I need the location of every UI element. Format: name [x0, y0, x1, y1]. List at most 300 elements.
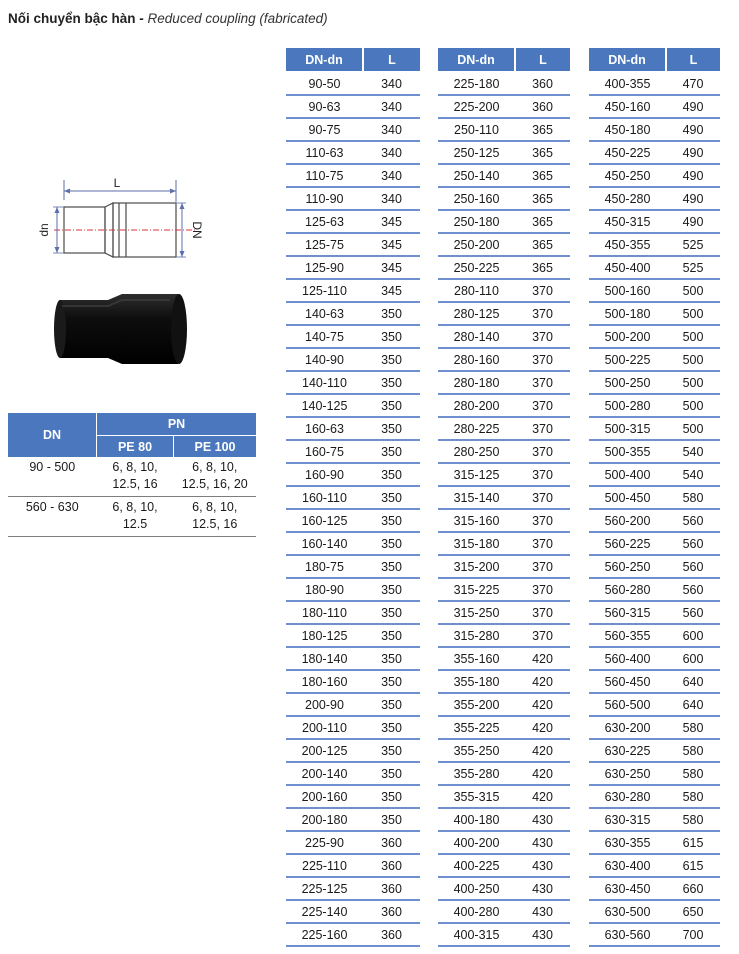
table-row — [589, 808, 720, 831]
cell-length: 370 — [515, 279, 570, 302]
cell-length: 430 — [515, 831, 570, 854]
cell-dn-dn: 500-450 — [589, 486, 666, 509]
cell-length: 370 — [515, 440, 570, 463]
cell-length: 370 — [515, 509, 570, 532]
table-row — [589, 72, 720, 95]
cell-length: 580 — [666, 716, 720, 739]
cell-length: 500 — [666, 279, 720, 302]
table-row — [438, 578, 570, 601]
cell-length: 365 — [515, 256, 570, 279]
cell-length: 490 — [666, 164, 720, 187]
cell-dn-dn: 500-225 — [589, 348, 666, 371]
pn-header-dn: DN — [8, 413, 97, 457]
table-row — [286, 555, 420, 578]
table-row — [438, 210, 570, 233]
table-row — [589, 670, 720, 693]
cell-length: 580 — [666, 739, 720, 762]
cell-dn-dn: 160-63 — [286, 417, 363, 440]
cell-dn-dn: 355-280 — [438, 762, 515, 785]
cell-length: 700 — [666, 923, 720, 946]
table-row — [589, 624, 720, 647]
table-row — [589, 532, 720, 555]
header-dn-dn: DN-dn — [589, 48, 666, 72]
dimension-l — [64, 176, 176, 202]
cell-dn-dn: 280-225 — [438, 417, 515, 440]
table-row — [438, 348, 570, 371]
table-row — [286, 348, 420, 371]
table-row — [438, 371, 570, 394]
table-row — [589, 555, 720, 578]
table-row — [589, 854, 720, 877]
cell-length: 640 — [666, 693, 720, 716]
table-row — [438, 164, 570, 187]
table-row — [286, 187, 420, 210]
cell-dn-dn: 630-400 — [589, 854, 666, 877]
cell-length: 350 — [363, 394, 420, 417]
table-row — [438, 279, 570, 302]
table-row — [589, 95, 720, 118]
cell-dn-dn: 630-500 — [589, 900, 666, 923]
cell-dn-dn: 250-110 — [438, 118, 515, 141]
table-row — [589, 187, 720, 210]
cell-length: 370 — [515, 624, 570, 647]
table-row — [438, 394, 570, 417]
cell-dn-dn: 500-315 — [589, 417, 666, 440]
cell-length: 430 — [515, 900, 570, 923]
cell-length: 500 — [666, 348, 720, 371]
pn-pe80-values: 6, 8, 10, 12.5 — [97, 497, 174, 537]
cell-dn-dn: 225-160 — [286, 923, 363, 946]
cell-length: 370 — [515, 371, 570, 394]
header-length: L — [515, 48, 570, 72]
cell-dn-dn: 140-63 — [286, 302, 363, 325]
cell-dn-dn: 140-125 — [286, 394, 363, 417]
cell-dn-dn: 450-250 — [589, 164, 666, 187]
cell-dn-dn: 315-125 — [438, 463, 515, 486]
cell-length: 340 — [363, 118, 420, 141]
pn-dn-range: 560 - 630 — [8, 497, 97, 537]
cell-length: 615 — [666, 831, 720, 854]
cell-length: 560 — [666, 532, 720, 555]
pn-pe100-values: 6, 8, 10, 12.5, 16, 20 — [174, 457, 257, 497]
cell-dn-dn: 250-200 — [438, 233, 515, 256]
table-row — [438, 693, 570, 716]
cell-dn-dn: 315-250 — [438, 601, 515, 624]
cell-dn-dn: 140-75 — [286, 325, 363, 348]
cell-dn-dn: 355-315 — [438, 785, 515, 808]
table-row — [286, 670, 420, 693]
cell-length: 365 — [515, 210, 570, 233]
table-row — [438, 716, 570, 739]
table-row — [438, 417, 570, 440]
cell-dn-dn: 500-355 — [589, 440, 666, 463]
cell-dn-dn: 450-400 — [589, 256, 666, 279]
cell-dn-dn: 280-160 — [438, 348, 515, 371]
cell-length: 370 — [515, 394, 570, 417]
table-row — [589, 302, 720, 325]
cell-dn-dn: 500-200 — [589, 325, 666, 348]
pn-dn-range: 90 - 500 — [8, 457, 97, 497]
cell-length: 500 — [666, 394, 720, 417]
cell-length: 350 — [363, 624, 420, 647]
size-table-2 — [438, 48, 570, 947]
cell-length: 340 — [363, 95, 420, 118]
table-row — [286, 877, 420, 900]
cell-length: 420 — [515, 785, 570, 808]
table-row — [286, 417, 420, 440]
table-row — [286, 256, 420, 279]
cell-dn-dn: 400-355 — [589, 72, 666, 95]
cell-length: 360 — [515, 72, 570, 95]
cell-dn-dn: 315-225 — [438, 578, 515, 601]
pn-header-pe80: PE 80 — [97, 436, 174, 458]
table-row — [286, 371, 420, 394]
cell-dn-dn: 315-140 — [438, 486, 515, 509]
cell-dn-dn: 315-160 — [438, 509, 515, 532]
cell-dn-dn: 400-225 — [438, 854, 515, 877]
cell-dn-dn: 400-200 — [438, 831, 515, 854]
table-row — [438, 509, 570, 532]
cell-length: 360 — [363, 900, 420, 923]
cell-length: 640 — [666, 670, 720, 693]
cell-dn-dn: 400-280 — [438, 900, 515, 923]
table-row — [286, 463, 420, 486]
cell-length: 345 — [363, 233, 420, 256]
cell-dn-dn: 400-315 — [438, 923, 515, 946]
cell-length: 370 — [515, 578, 570, 601]
cell-length: 580 — [666, 762, 720, 785]
cell-length: 420 — [515, 693, 570, 716]
table-row — [286, 739, 420, 762]
cell-length: 430 — [515, 808, 570, 831]
cell-length: 350 — [363, 739, 420, 762]
table-row — [589, 325, 720, 348]
cell-dn-dn: 200-90 — [286, 693, 363, 716]
cell-dn-dn: 280-250 — [438, 440, 515, 463]
table-row — [286, 831, 420, 854]
cell-dn-dn: 630-450 — [589, 877, 666, 900]
cell-dn-dn: 560-450 — [589, 670, 666, 693]
table-row — [438, 624, 570, 647]
cell-length: 370 — [515, 601, 570, 624]
table-row — [589, 647, 720, 670]
cell-length: 430 — [515, 854, 570, 877]
table-row — [438, 233, 570, 256]
table-row — [438, 532, 570, 555]
table-row — [286, 716, 420, 739]
cell-dn-dn: 500-180 — [589, 302, 666, 325]
cell-length: 370 — [515, 417, 570, 440]
cell-dn-dn: 355-225 — [438, 716, 515, 739]
table-row — [589, 233, 720, 256]
cell-length: 490 — [666, 187, 720, 210]
cell-length: 370 — [515, 486, 570, 509]
cell-dn-dn: 160-75 — [286, 440, 363, 463]
cell-length: 350 — [363, 578, 420, 601]
table-row — [286, 233, 420, 256]
cell-dn-dn: 280-125 — [438, 302, 515, 325]
table-row — [438, 808, 570, 831]
table-row — [438, 854, 570, 877]
table-row — [438, 187, 570, 210]
pressure-rating-table — [8, 413, 256, 537]
cell-dn-dn: 315-200 — [438, 555, 515, 578]
cell-length: 560 — [666, 555, 720, 578]
cell-dn-dn: 315-280 — [438, 624, 515, 647]
title-english: Reduced coupling (fabricated) — [147, 11, 328, 26]
cell-dn-dn: 250-125 — [438, 141, 515, 164]
cell-length: 660 — [666, 877, 720, 900]
coupling-drawing — [0, 160, 215, 280]
table-row — [286, 808, 420, 831]
cell-dn-dn: 630-250 — [589, 762, 666, 785]
cell-dn-dn: 355-180 — [438, 670, 515, 693]
cell-length: 350 — [363, 509, 420, 532]
cell-dn-dn: 180-110 — [286, 601, 363, 624]
cell-length: 350 — [363, 670, 420, 693]
table-row — [589, 118, 720, 141]
cell-length: 580 — [666, 486, 720, 509]
cell-length: 525 — [666, 256, 720, 279]
cell-length: 490 — [666, 95, 720, 118]
table-row — [589, 923, 720, 946]
cell-length: 420 — [515, 762, 570, 785]
cell-length: 360 — [363, 831, 420, 854]
cell-length: 490 — [666, 118, 720, 141]
table-row — [589, 417, 720, 440]
pn-pe100-values: 6, 8, 10, 12.5, 16 — [174, 497, 257, 537]
table-row — [589, 900, 720, 923]
cell-length: 470 — [666, 72, 720, 95]
cell-length: 360 — [363, 923, 420, 946]
table-row — [438, 440, 570, 463]
cell-length: 350 — [363, 486, 420, 509]
cell-dn-dn: 90-50 — [286, 72, 363, 95]
cell-dn-dn: 200-180 — [286, 808, 363, 831]
cell-length: 600 — [666, 624, 720, 647]
cell-dn-dn: 560-500 — [589, 693, 666, 716]
cell-dn-dn: 110-63 — [286, 141, 363, 164]
cell-dn-dn: 125-63 — [286, 210, 363, 233]
cell-length: 490 — [666, 141, 720, 164]
cell-dn-dn: 355-250 — [438, 739, 515, 762]
table-row — [286, 325, 420, 348]
cell-dn-dn: 500-160 — [589, 279, 666, 302]
cell-length: 370 — [515, 325, 570, 348]
cell-dn-dn: 280-200 — [438, 394, 515, 417]
cell-length: 350 — [363, 325, 420, 348]
cell-length: 340 — [363, 141, 420, 164]
table-row — [286, 762, 420, 785]
cell-dn-dn: 160-110 — [286, 486, 363, 509]
table-row — [286, 279, 420, 302]
cell-length: 420 — [515, 647, 570, 670]
cell-length: 345 — [363, 256, 420, 279]
table-row — [438, 762, 570, 785]
table-row — [438, 486, 570, 509]
cell-dn-dn: 560-280 — [589, 578, 666, 601]
cell-length: 370 — [515, 302, 570, 325]
cell-dn-dn: 560-400 — [589, 647, 666, 670]
cell-length: 350 — [363, 693, 420, 716]
cell-length: 560 — [666, 578, 720, 601]
cell-dn-dn: 280-110 — [438, 279, 515, 302]
pn-header-pe100: PE 100 — [174, 436, 257, 458]
cell-dn-dn: 500-400 — [589, 463, 666, 486]
table-row — [589, 394, 720, 417]
table-row — [589, 739, 720, 762]
cell-length: 580 — [666, 808, 720, 831]
cell-dn-dn: 125-75 — [286, 233, 363, 256]
table-row — [589, 831, 720, 854]
pn-header-pn: PN — [97, 413, 257, 436]
cell-dn-dn: 160-90 — [286, 463, 363, 486]
cell-length: 350 — [363, 348, 420, 371]
table-row — [286, 440, 420, 463]
cell-dn-dn: 90-63 — [286, 95, 363, 118]
table-row — [589, 279, 720, 302]
table-row — [438, 325, 570, 348]
pn-pe80-values: 6, 8, 10, 12.5, 16 — [97, 457, 174, 497]
cell-dn-dn: 315-180 — [438, 532, 515, 555]
table-row — [589, 877, 720, 900]
table-row — [286, 624, 420, 647]
cell-dn-dn: 225-125 — [286, 877, 363, 900]
cell-length: 350 — [363, 762, 420, 785]
cell-dn-dn: 250-225 — [438, 256, 515, 279]
label-l: L — [113, 176, 121, 190]
table-row — [589, 716, 720, 739]
cell-length: 350 — [363, 302, 420, 325]
cell-length: 360 — [515, 95, 570, 118]
table-row — [438, 95, 570, 118]
table-row — [589, 463, 720, 486]
cell-dn-dn: 400-180 — [438, 808, 515, 831]
cell-dn-dn: 225-90 — [286, 831, 363, 854]
cell-length: 360 — [363, 877, 420, 900]
table-row — [589, 141, 720, 164]
header-length: L — [666, 48, 720, 72]
cell-dn-dn: 180-140 — [286, 647, 363, 670]
cell-length: 430 — [515, 923, 570, 946]
cell-dn-dn: 280-180 — [438, 371, 515, 394]
cell-length: 580 — [666, 785, 720, 808]
cell-dn-dn: 560-315 — [589, 601, 666, 624]
cell-length: 500 — [666, 302, 720, 325]
cell-dn-dn: 560-250 — [589, 555, 666, 578]
table-row — [589, 371, 720, 394]
table-row — [286, 164, 420, 187]
cell-length: 350 — [363, 371, 420, 394]
cell-length: 560 — [666, 601, 720, 624]
table-row — [589, 256, 720, 279]
table-row — [286, 302, 420, 325]
table-row — [286, 72, 420, 95]
cell-length: 350 — [363, 716, 420, 739]
table-row — [8, 457, 256, 497]
cell-dn-dn: 560-225 — [589, 532, 666, 555]
cell-dn-dn: 125-110 — [286, 279, 363, 302]
cell-length: 350 — [363, 532, 420, 555]
cell-dn-dn: 200-160 — [286, 785, 363, 808]
table-row — [438, 877, 570, 900]
cell-dn-dn: 450-280 — [589, 187, 666, 210]
cell-length: 350 — [363, 463, 420, 486]
cell-dn-dn: 450-180 — [589, 118, 666, 141]
size-table-3 — [589, 48, 720, 947]
cell-length: 350 — [363, 647, 420, 670]
table-row — [589, 348, 720, 371]
cell-dn-dn: 180-160 — [286, 670, 363, 693]
cell-dn-dn: 355-160 — [438, 647, 515, 670]
cell-length: 340 — [363, 187, 420, 210]
table-row — [438, 601, 570, 624]
table-row — [589, 578, 720, 601]
cell-length: 350 — [363, 601, 420, 624]
table-row — [286, 693, 420, 716]
cell-length: 350 — [363, 555, 420, 578]
table-row — [286, 509, 420, 532]
cell-length: 350 — [363, 417, 420, 440]
title-vietnamese: Nối chuyển bậc hàn - — [8, 11, 144, 26]
cell-dn-dn: 200-110 — [286, 716, 363, 739]
cell-dn-dn: 225-180 — [438, 72, 515, 95]
table-row — [438, 739, 570, 762]
cell-length: 420 — [515, 716, 570, 739]
cell-dn-dn: 630-225 — [589, 739, 666, 762]
cell-length: 360 — [363, 854, 420, 877]
table-row — [589, 693, 720, 716]
coupling-photo — [50, 292, 190, 366]
cell-length: 365 — [515, 164, 570, 187]
cell-dn-dn: 400-250 — [438, 877, 515, 900]
cell-length: 500 — [666, 325, 720, 348]
cell-length: 365 — [515, 187, 570, 210]
cell-dn-dn: 180-90 — [286, 578, 363, 601]
table-row — [438, 118, 570, 141]
cell-length: 345 — [363, 210, 420, 233]
header-length: L — [363, 48, 420, 72]
cell-dn-dn: 140-110 — [286, 371, 363, 394]
cell-dn-dn: 200-125 — [286, 739, 363, 762]
table-row — [589, 210, 720, 233]
table-row — [286, 854, 420, 877]
table-row — [438, 463, 570, 486]
table-row — [286, 578, 420, 601]
cell-dn-dn: 110-75 — [286, 164, 363, 187]
cell-dn-dn: 250-140 — [438, 164, 515, 187]
cell-length: 340 — [363, 72, 420, 95]
cell-dn-dn: 200-140 — [286, 762, 363, 785]
cell-dn-dn: 225-110 — [286, 854, 363, 877]
table-row — [286, 601, 420, 624]
table-row — [286, 394, 420, 417]
cell-length: 345 — [363, 279, 420, 302]
table-row — [286, 900, 420, 923]
cell-dn-dn: 160-125 — [286, 509, 363, 532]
table-row — [589, 762, 720, 785]
table-row — [438, 647, 570, 670]
cell-length: 650 — [666, 900, 720, 923]
size-table-1 — [286, 48, 420, 947]
cell-length: 490 — [666, 210, 720, 233]
page-title — [8, 11, 328, 26]
table-row — [589, 601, 720, 624]
cell-dn-dn: 630-355 — [589, 831, 666, 854]
cell-dn-dn: 630-200 — [589, 716, 666, 739]
table-row — [589, 785, 720, 808]
table-row — [8, 497, 256, 537]
